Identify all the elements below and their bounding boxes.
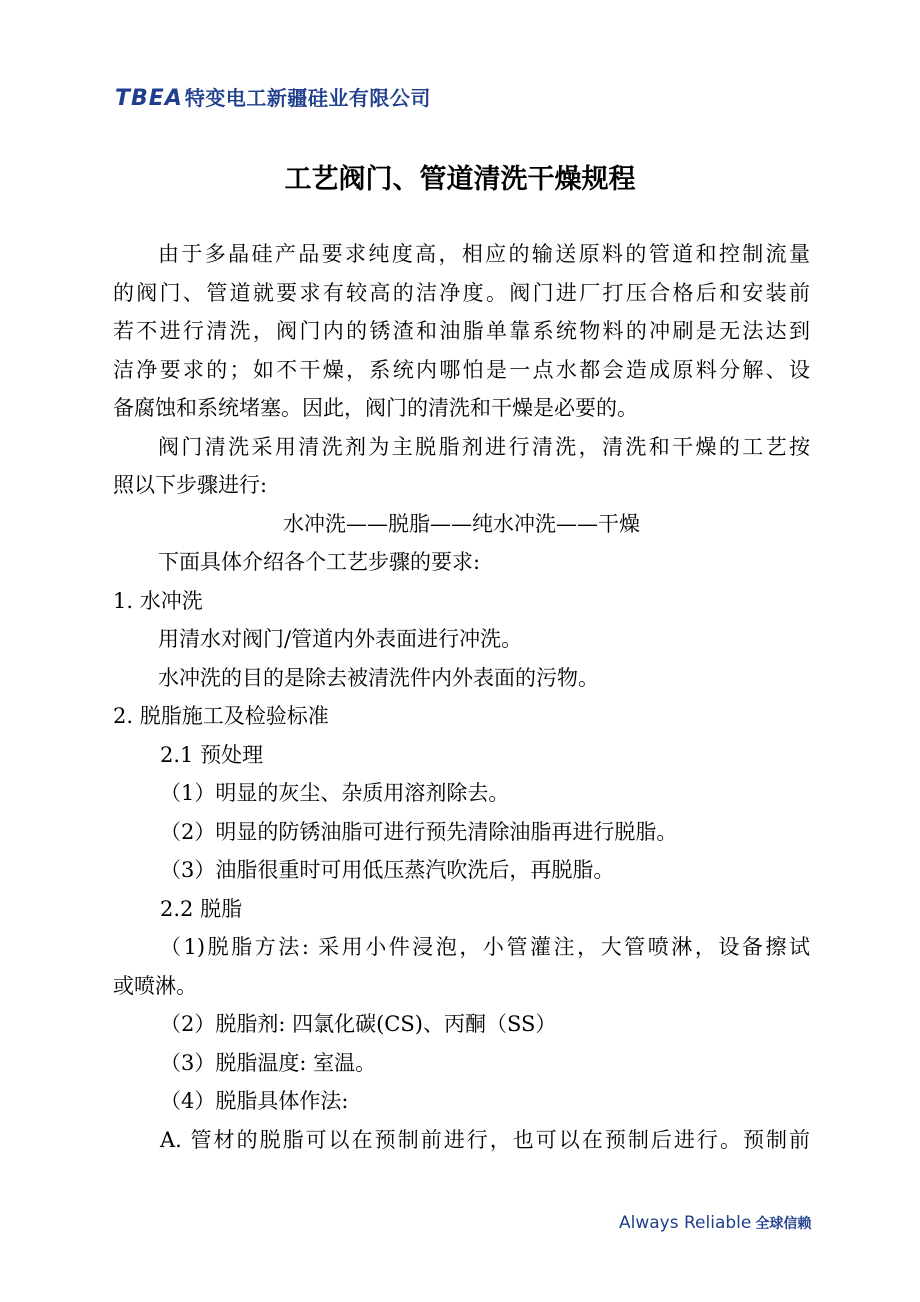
section-heading: 2. 脱脂施工及检验标准 [113,704,329,728]
footer-slogan [619,1213,811,1233]
process-flow: 水冲洗——脱脂——纯水冲洗——干燥 [283,511,640,536]
list-item: （3）油脂很重时可用低压蒸汽吹洗后，再脱脂。 [160,858,615,882]
subsection-heading: 2.2 脱脂 [160,896,243,921]
list-item: （3）脱脂温度: 室温。 [160,1050,377,1075]
list-item: （1）明显的灰尘、杂质用溶剂除去。 [160,781,510,805]
paragraph-line: 照以下步骤进行: [113,473,268,497]
paragraph-line: 由于多晶硅产品要求纯度高，相应的输送原料的管道和控制流量 [158,242,810,266]
paragraph-line: 洁净要求的；如不干燥，系统内哪怕是一点水都会造成原料分解、设 [113,357,810,382]
list-item: （4）脱脂具体作法: [160,1089,349,1113]
paragraph-line: 下面具体介绍各个工艺步骤的要求: [158,550,481,574]
list-item: （1)脱脂方法: 采用小件浸泡，小管灌注，大管喷淋，设备擦试 [160,935,810,959]
paragraph-line: 若不进行清洗，阀门内的锈渣和油脂单靠系统物料的冲刷是无法达到 [113,319,810,343]
section-heading: 1. 水冲洗 [113,588,203,613]
subsection-heading: 2.1 预处理 [160,742,264,767]
company-name: 特变电工新疆硅业有限公司 [184,86,431,110]
paragraph-line: 备腐蚀和系统堵塞。因此，阀门的清洗和干燥是必要的。 [113,396,638,420]
slogan-cn: 全球信赖 [755,1216,812,1232]
slogan-en: Always Reliable [619,1213,752,1233]
paragraph-line: A. 管材的脱脂可以在预制前进行，也可以在预制后进行。预制前 [160,1127,810,1152]
document-body [113,235,810,1159]
paragraph-line: 的阀门、管道就要求有较高的洁净度。阀门进厂打压合格后和安装前 [113,280,810,305]
brand-mark: TBEA [115,86,183,111]
company-logo [115,82,431,111]
paragraph-line: 阀门清洗采用清洗剂为主脱脂剂进行清洗，清洗和干燥的工艺按 [158,434,810,459]
list-item: （2）明显的防锈油脂可进行预先清除油脂再进行脱脂。 [160,819,678,844]
paragraph-line: 水冲洗的目的是除去被清洗件内外表面的污物。 [158,665,599,690]
paragraph-line: 或喷淋。 [113,973,197,998]
document-title: 工艺阀门、管道清洗干燥规程 [284,164,636,195]
paragraph-line: 用清水对阀门/管道内外表面进行冲洗。 [158,627,523,651]
list-item: （2）脱脂剂: 四氯化碳(CS)、丙酮（SS） [160,1012,557,1036]
